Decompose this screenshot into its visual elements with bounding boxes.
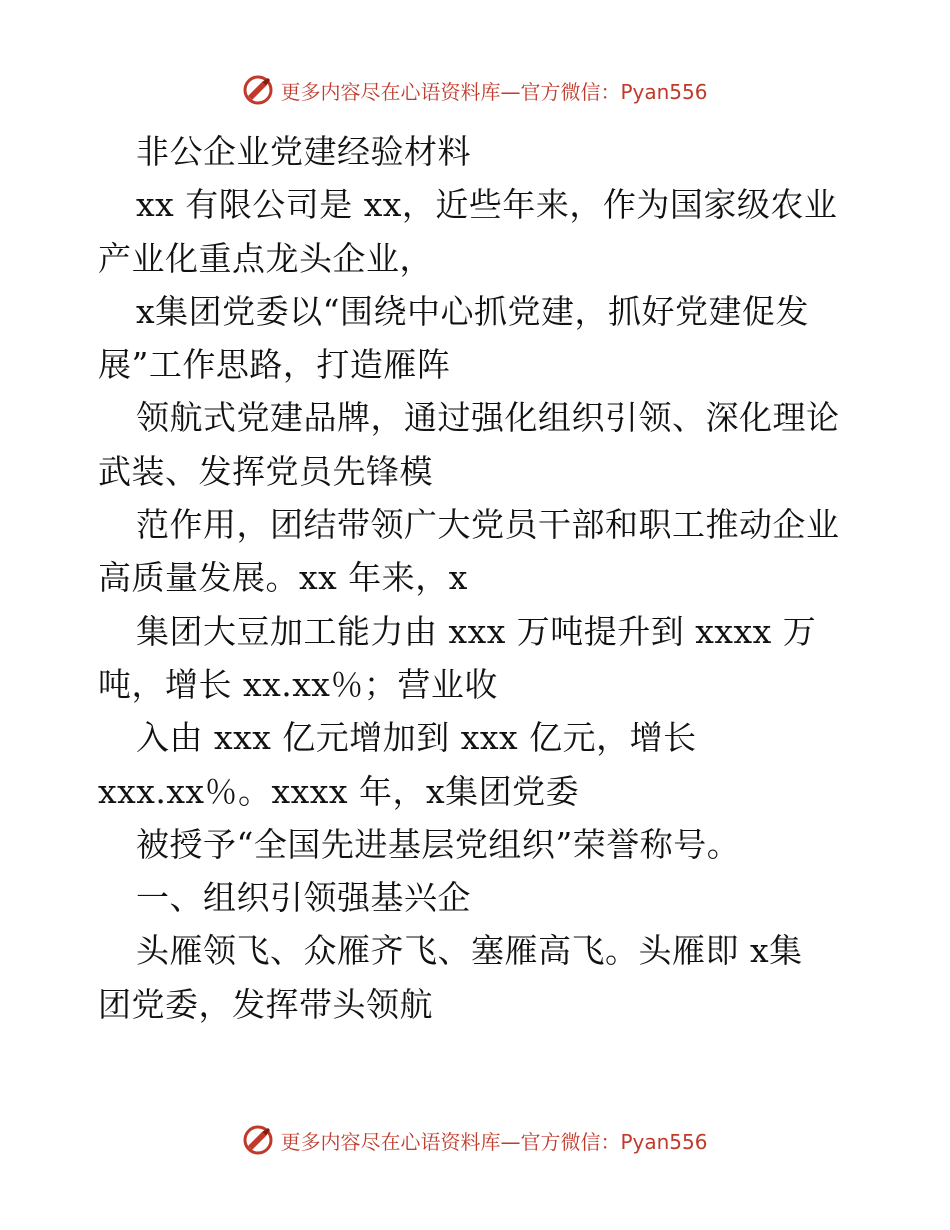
text-line: 团党委，发挥带头领航 <box>98 984 433 1024</box>
text-line: 高质量发展。xx 年来，x <box>98 558 468 598</box>
document-body <box>98 125 858 1031</box>
footer-watermark-text: 更多内容尽在心语资料库—官方微信：Pyan556 <box>280 1129 708 1154</box>
text-line: 展”工作思路，打造雁阵 <box>98 345 451 385</box>
text-line: 被授予“全国先进基层党组织”荣誉称号。 <box>136 824 741 864</box>
text-line: 产业化重点龙头企业， <box>98 238 433 278</box>
text-line: 集团大豆加工能力由 xxx 万吨提升到 xxxx 万 <box>136 611 817 651</box>
text-line: xx 有限公司是 xx，近些年来，作为国家级农业 <box>136 185 838 225</box>
text-line: 领航式党建品牌，通过强化组织引领、深化理论 <box>136 398 840 438</box>
text-line: x集团党委以“围绕中心抓党建，抓好党建促发 <box>136 291 809 331</box>
text-line: 头雁领飞、众雁齐飞、塞雁高飞。头雁即 x集 <box>136 931 803 971</box>
logo-icon <box>242 1124 274 1156</box>
header-watermark-text: 更多内容尽在心语资料库—官方微信：Pyan556 <box>280 79 708 104</box>
text-line: 武装、发挥党员先锋模 <box>98 451 433 491</box>
text-line: 范作用，团结带领广大党员干部和职工推动企业 <box>136 505 840 545</box>
text-line: 入由 xxx 亿元增加到 xxx 亿元，增长 <box>136 718 697 758</box>
text-line: 非公企业党建经验材料 <box>136 132 471 171</box>
logo-icon <box>242 74 274 106</box>
text-line: 一、组织引领强基兴企 <box>136 878 471 918</box>
text-line: 吨，增长 xx.xx％；营业收 <box>98 664 498 704</box>
header-watermark <box>0 70 950 110</box>
text-line: xxx.xx％。xxxx 年，x集团党委 <box>98 771 580 811</box>
footer-watermark <box>0 1120 950 1160</box>
